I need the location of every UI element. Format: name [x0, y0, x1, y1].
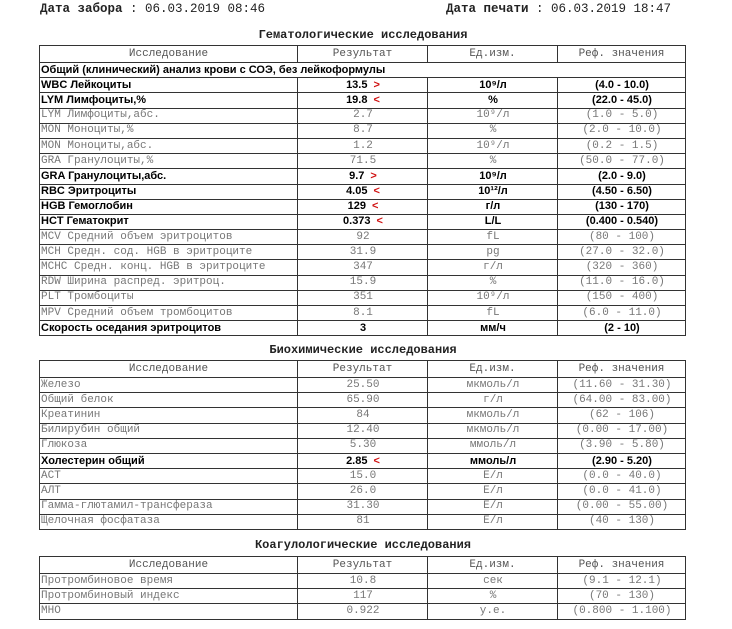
- test-result: [298, 423, 428, 438]
- test-unit: ммоль/л: [428, 438, 558, 453]
- reference-range: (320 - 360): [558, 260, 686, 275]
- test-name: MCV Средний объем эритроцитов: [40, 230, 298, 245]
- reference-range: (0.2 - 1.5): [558, 138, 686, 153]
- test-unit: Е/л: [428, 514, 558, 529]
- result-value: 84: [356, 408, 370, 421]
- table-row: [40, 574, 686, 589]
- column-header-ref: Реф. значения: [558, 557, 686, 574]
- test-unit: г/л: [428, 393, 558, 408]
- abnormal-flag: <: [373, 185, 380, 198]
- table-row: [40, 275, 686, 290]
- test-unit: 10¹²/л: [428, 184, 558, 199]
- result-value: 351: [353, 291, 373, 304]
- test-unit: fL: [428, 230, 558, 245]
- reference-range: (6.0 - 11.0): [558, 306, 686, 321]
- result-value: 4.05: [346, 185, 368, 198]
- reference-range: (4.0 - 10.0): [558, 78, 686, 93]
- print-date: [446, 2, 671, 16]
- table-row: [40, 138, 686, 153]
- reference-range: (130 - 170): [558, 199, 686, 214]
- test-unit: сек: [428, 574, 558, 589]
- result-value: 129: [347, 200, 366, 213]
- result-value: 1.2: [353, 139, 373, 152]
- table-row: [40, 290, 686, 305]
- reference-range: (0.400 - 0.540): [558, 214, 686, 229]
- test-result: [298, 214, 428, 229]
- test-name: Щелочная фосфатаза: [40, 514, 298, 529]
- test-unit: мкмоль/л: [428, 378, 558, 393]
- test-name: PLT Тромбоциты: [40, 290, 298, 305]
- table-row: [40, 260, 686, 275]
- table-row: [40, 78, 686, 93]
- test-name: HCT Гематокрит: [40, 214, 298, 229]
- result-value: 12.40: [346, 424, 380, 437]
- table-row: [40, 154, 686, 169]
- reference-range: (40 - 130): [558, 514, 686, 529]
- test-result: [298, 484, 428, 499]
- test-unit: г/л: [428, 199, 558, 214]
- abnormal-flag: <: [373, 454, 380, 467]
- print-date-value: : 06.03.2019 18:47: [536, 2, 672, 16]
- test-name: MCH Средн. сод. HGB в эритроците: [40, 245, 298, 260]
- test-result: [298, 499, 428, 514]
- column-header-unit: Ед.изм.: [428, 557, 558, 574]
- test-result: [298, 438, 428, 453]
- reference-range: (0.0 - 41.0): [558, 484, 686, 499]
- table-row: [40, 604, 686, 619]
- result-value: 13.5: [346, 78, 368, 91]
- reference-range: (2.0 - 10.0): [558, 123, 686, 138]
- test-unit: Е/л: [428, 469, 558, 484]
- table-row: [40, 93, 686, 108]
- reference-range: (62 - 106): [558, 408, 686, 423]
- reference-range: (70 - 130): [558, 589, 686, 604]
- test-name: RBC Эритроциты: [40, 184, 298, 199]
- reference-range: (0.0 - 40.0): [558, 469, 686, 484]
- test-name: АЛТ: [40, 484, 298, 499]
- table-row: [40, 453, 686, 468]
- panel-subtitle-row: [40, 63, 686, 78]
- test-result: [298, 78, 428, 93]
- result-value: 0.373: [343, 215, 371, 228]
- result-value: 117: [353, 589, 373, 602]
- test-name: Железо: [40, 378, 298, 393]
- reference-range: (11.0 - 16.0): [558, 275, 686, 290]
- table-row: [40, 123, 686, 138]
- test-unit: 10⁹/л: [428, 169, 558, 184]
- table-row: [40, 514, 686, 529]
- result-value: 65.90: [346, 393, 380, 406]
- table-row: [40, 199, 686, 214]
- abnormal-flag: <: [376, 215, 383, 228]
- test-name: Общий белок: [40, 393, 298, 408]
- test-unit: %: [428, 154, 558, 169]
- test-unit: 10⁹/л: [428, 78, 558, 93]
- reference-range: (11.60 - 31.30): [558, 378, 686, 393]
- table-row: [40, 438, 686, 453]
- collect-date-value: : 06.03.2019 08:46: [130, 2, 266, 16]
- test-result: [298, 514, 428, 529]
- table-row: [40, 469, 686, 484]
- test-result: [298, 469, 428, 484]
- test-result: [298, 290, 428, 305]
- reference-range: (2.90 - 5.20): [558, 453, 686, 468]
- test-name: Глюкоза: [40, 438, 298, 453]
- table-row: [40, 408, 686, 423]
- test-result: [298, 184, 428, 199]
- test-result: [298, 378, 428, 393]
- table-row: [40, 184, 686, 199]
- test-name: Креатинин: [40, 408, 298, 423]
- column-header-row: [40, 361, 686, 378]
- column-header-result: Результат: [298, 557, 428, 574]
- test-name: RDW Ширина распред. эритроц.: [40, 275, 298, 290]
- column-header-ref: Реф. значения: [558, 361, 686, 378]
- reference-range: (50.0 - 77.0): [558, 154, 686, 169]
- result-value: 8.7: [353, 124, 373, 137]
- biochemistry-title: Биохимические исследования: [269, 343, 457, 357]
- test-name: Гамма-глютамил-трансфераза: [40, 499, 298, 514]
- hematology-table: [39, 45, 686, 336]
- test-unit: fL: [428, 306, 558, 321]
- reference-range: (27.0 - 32.0): [558, 245, 686, 260]
- column-header-ref: Реф. значения: [558, 46, 686, 63]
- test-result: [298, 306, 428, 321]
- table-row: [40, 230, 686, 245]
- column-header-study: Исследование: [40, 46, 298, 63]
- reference-range: (1.0 - 5.0): [558, 108, 686, 123]
- column-header-row: [40, 46, 686, 63]
- abnormal-flag: <: [371, 200, 379, 213]
- test-name: GRA Гранулоциты,абс.: [40, 169, 298, 184]
- test-result: [298, 393, 428, 408]
- panel-subtitle: Общий (клинический) анализ крови с СОЭ, без лейкоформулы: [40, 63, 686, 78]
- test-name: MPV Средний объем тромбоцитов: [40, 306, 298, 321]
- result-value: 2.7: [353, 109, 373, 122]
- test-result: [298, 574, 428, 589]
- table-row: [40, 499, 686, 514]
- table-row: [40, 169, 686, 184]
- reference-range: (0.800 - 1.100): [558, 604, 686, 619]
- test-result: [298, 230, 428, 245]
- test-unit: мкмоль/л: [428, 408, 558, 423]
- column-header-result: Результат: [298, 361, 428, 378]
- print-date-label: Дата печати: [446, 2, 529, 16]
- test-result: [298, 589, 428, 604]
- test-unit: мм/ч: [428, 321, 558, 336]
- table-row: [40, 214, 686, 229]
- result-value: 0.922: [346, 604, 380, 617]
- column-header-row: [40, 557, 686, 574]
- reference-range: (22.0 - 45.0): [558, 93, 686, 108]
- test-result: [298, 108, 428, 123]
- result-value: 347: [353, 261, 373, 274]
- test-unit: L/L: [428, 214, 558, 229]
- test-name: MON Моноциты,%: [40, 123, 298, 138]
- reference-range: (2 - 10): [558, 321, 686, 336]
- table-row: [40, 245, 686, 260]
- test-result: [298, 93, 428, 108]
- collect-date-label: Дата забора: [40, 2, 123, 16]
- test-unit: %: [428, 275, 558, 290]
- column-header-result: Результат: [298, 46, 428, 63]
- test-unit: мкмоль/л: [428, 423, 558, 438]
- result-value: 15.0: [349, 469, 377, 482]
- test-result: [298, 604, 428, 619]
- result-value: 25.50: [346, 378, 380, 391]
- reference-range: (9.1 - 12.1): [558, 574, 686, 589]
- column-header-study: Исследование: [40, 557, 298, 574]
- abnormal-flag: >: [373, 78, 380, 91]
- table-row: [40, 423, 686, 438]
- table-row: [40, 378, 686, 393]
- result-value: 31.9: [349, 245, 377, 258]
- result-value: 5.30: [349, 439, 377, 452]
- test-result: [298, 154, 428, 169]
- test-unit: у.е.: [428, 604, 558, 619]
- abnormal-flag: >: [370, 169, 377, 182]
- reference-range: (150 - 400): [558, 290, 686, 305]
- table-row: [40, 589, 686, 604]
- test-unit: %: [428, 93, 558, 108]
- reference-range: (0.00 - 55.00): [558, 499, 686, 514]
- test-name: LYM Лимфоциты,абс.: [40, 108, 298, 123]
- test-unit: %: [428, 589, 558, 604]
- result-value: 26.0: [349, 484, 377, 497]
- reference-range: (80 - 100): [558, 230, 686, 245]
- result-value: 71.5: [349, 154, 377, 167]
- column-header-unit: Ед.изм.: [428, 361, 558, 378]
- result-value: 9.7: [349, 169, 365, 182]
- test-result: [298, 138, 428, 153]
- test-name: Билирубин общий: [40, 423, 298, 438]
- result-value: 19.8: [346, 93, 368, 106]
- table-row: [40, 484, 686, 499]
- test-unit: %: [428, 123, 558, 138]
- test-result: [298, 321, 428, 336]
- reference-range: (64.00 - 83.00): [558, 393, 686, 408]
- test-name: МНО: [40, 604, 298, 619]
- table-row: [40, 108, 686, 123]
- test-result: [298, 453, 428, 468]
- test-result: [298, 260, 428, 275]
- test-name: Холестерин общий: [40, 453, 298, 468]
- coagulology-title: Коагулологические исследования: [254, 538, 472, 552]
- result-value: 8.1: [353, 306, 373, 319]
- test-result: [298, 123, 428, 138]
- test-result: [298, 245, 428, 260]
- test-name: HGB Гемоглобин: [40, 199, 298, 214]
- biochemistry-table: [39, 360, 686, 530]
- test-unit: Е/л: [428, 499, 558, 514]
- table-row: [40, 306, 686, 321]
- test-result: [298, 169, 428, 184]
- table-row: [40, 321, 686, 336]
- collect-date: [40, 2, 265, 16]
- coagulology-table: [39, 556, 686, 620]
- test-name: MON Моноциты,абс.: [40, 138, 298, 153]
- reference-range: (2.0 - 9.0): [558, 169, 686, 184]
- test-unit: г/л: [428, 260, 558, 275]
- result-value: 15.9: [349, 276, 377, 289]
- test-result: [298, 275, 428, 290]
- test-unit: 10⁹/л: [428, 290, 558, 305]
- test-name: WBC Лейкоциты: [40, 78, 298, 93]
- test-unit: 10⁹/л: [428, 138, 558, 153]
- reference-range: (3.90 - 5.80): [558, 438, 686, 453]
- result-value: 81: [356, 515, 370, 528]
- reference-range: (4.50 - 6.50): [558, 184, 686, 199]
- result-value: 10.8: [349, 574, 377, 587]
- test-unit: 10⁹/л: [428, 108, 558, 123]
- result-value: 2.85: [346, 454, 368, 467]
- test-unit: pg: [428, 245, 558, 260]
- result-value: 92: [356, 230, 370, 243]
- test-unit: ммоль/л: [428, 453, 558, 468]
- test-name: MCHC Средн. конц. HGB в эритроците: [40, 260, 298, 275]
- test-result: [298, 199, 428, 214]
- test-name: Скорость оседания эритроцитов: [40, 321, 298, 336]
- test-unit: Е/л: [428, 484, 558, 499]
- test-name: Протромбиновое время: [40, 574, 298, 589]
- result-value: 31.30: [346, 500, 380, 513]
- result-value: 3: [359, 321, 367, 334]
- test-result: [298, 408, 428, 423]
- table-row: [40, 393, 686, 408]
- test-name: АСТ: [40, 469, 298, 484]
- column-header-study: Исследование: [40, 361, 298, 378]
- hematology-title: Гематологические исследования: [258, 28, 468, 42]
- test-name: GRA Гранулоциты,%: [40, 154, 298, 169]
- reference-range: (0.00 - 17.00): [558, 423, 686, 438]
- abnormal-flag: <: [373, 93, 380, 106]
- column-header-unit: Ед.изм.: [428, 46, 558, 63]
- test-name: Протромбиновый индекс: [40, 589, 298, 604]
- test-name: LYM Лимфоциты,%: [40, 93, 298, 108]
